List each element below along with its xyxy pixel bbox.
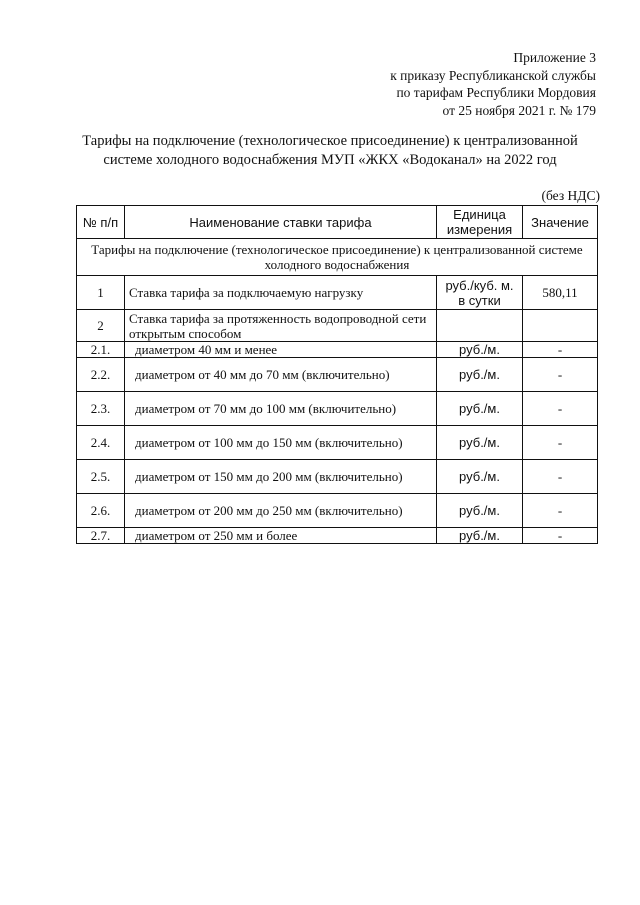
row-value: -	[523, 426, 598, 460]
header-num: № п/п	[77, 206, 125, 239]
table-row	[77, 358, 598, 392]
row-num: 2	[77, 310, 125, 342]
row-name: Ставка тарифа за протяженность водопроводной сети открытым способом	[125, 310, 437, 342]
appendix-block	[276, 49, 596, 119]
table-row	[77, 310, 598, 342]
row-num: 2.5.	[77, 460, 125, 494]
appendix-title: Приложение 3	[513, 50, 596, 65]
table-row	[77, 494, 598, 528]
section-row	[77, 239, 598, 276]
table-row	[77, 342, 598, 358]
row-name: диаметром от 250 мм и более	[125, 528, 437, 544]
document-title-line-2: системе холодного водоснабжения МУП «ЖКХ «Водоканал» на 2022 год	[103, 152, 557, 168]
section-title: Тарифы на подключение (технологическое присоединение) к централизованной системе холодного водоснабжения	[77, 239, 598, 276]
appendix-date: от 25 ноября 2021 г. № 179	[442, 102, 596, 118]
row-name: диаметром от 70 мм до 100 мм (включительно)	[125, 392, 437, 426]
row-value: -	[523, 392, 598, 426]
vat-note: (без НДС)	[541, 188, 600, 203]
row-name: диаметром от 40 мм до 70 мм (включительно)	[125, 358, 437, 392]
row-num: 2.7.	[77, 528, 125, 544]
row-unit: руб./м.	[437, 426, 523, 460]
row-name: диаметром от 100 мм до 150 мм (включительно)	[125, 426, 437, 460]
row-value: -	[523, 342, 598, 358]
table-header-row	[77, 206, 598, 239]
row-num: 2.4.	[77, 426, 125, 460]
row-unit: руб./куб. м. в сутки	[437, 276, 523, 310]
row-num: 2.2.	[77, 358, 125, 392]
table-row	[77, 426, 598, 460]
row-value: -	[523, 494, 598, 528]
document-title-line-1: Тарифы на подключение (технологическое присоединение) к централизованной	[82, 133, 578, 149]
row-value: 580,11	[523, 276, 598, 310]
row-value: -	[523, 460, 598, 494]
appendix-order-ref: к приказу Республиканской службы	[390, 67, 596, 83]
row-num: 2.3.	[77, 392, 125, 426]
table-row	[77, 276, 598, 310]
row-unit: руб./м.	[437, 342, 523, 358]
row-name: диаметром 40 мм и менее	[125, 342, 437, 358]
row-name: диаметром от 200 мм до 250 мм (включительно)	[125, 494, 437, 528]
row-value: -	[523, 358, 598, 392]
row-num: 1	[77, 276, 125, 310]
row-name: Ставка тарифа за подключаемую нагрузку	[125, 276, 437, 310]
row-unit: руб./м.	[437, 358, 523, 392]
row-num: 2.6.	[77, 494, 125, 528]
appendix-authority: по тарифам Республики Мордовия	[396, 85, 596, 100]
header-unit: Единица измерения	[437, 206, 523, 239]
row-unit: руб./м.	[437, 528, 523, 544]
row-num: 2.1.	[77, 342, 125, 358]
row-unit	[437, 310, 523, 342]
row-unit: руб./м.	[437, 460, 523, 494]
document-title	[70, 132, 590, 170]
header-value: Значение	[523, 206, 598, 239]
table-row	[77, 392, 598, 426]
table-row	[77, 460, 598, 494]
table-row	[77, 528, 598, 544]
row-name: диаметром от 150 мм до 200 мм (включительно)	[125, 460, 437, 494]
row-value	[523, 310, 598, 342]
header-name: Наименование ставки тарифа	[125, 206, 437, 239]
row-unit: руб./м.	[437, 392, 523, 426]
row-value: -	[523, 528, 598, 544]
tariff-table	[76, 205, 598, 544]
row-unit: руб./м.	[437, 494, 523, 528]
